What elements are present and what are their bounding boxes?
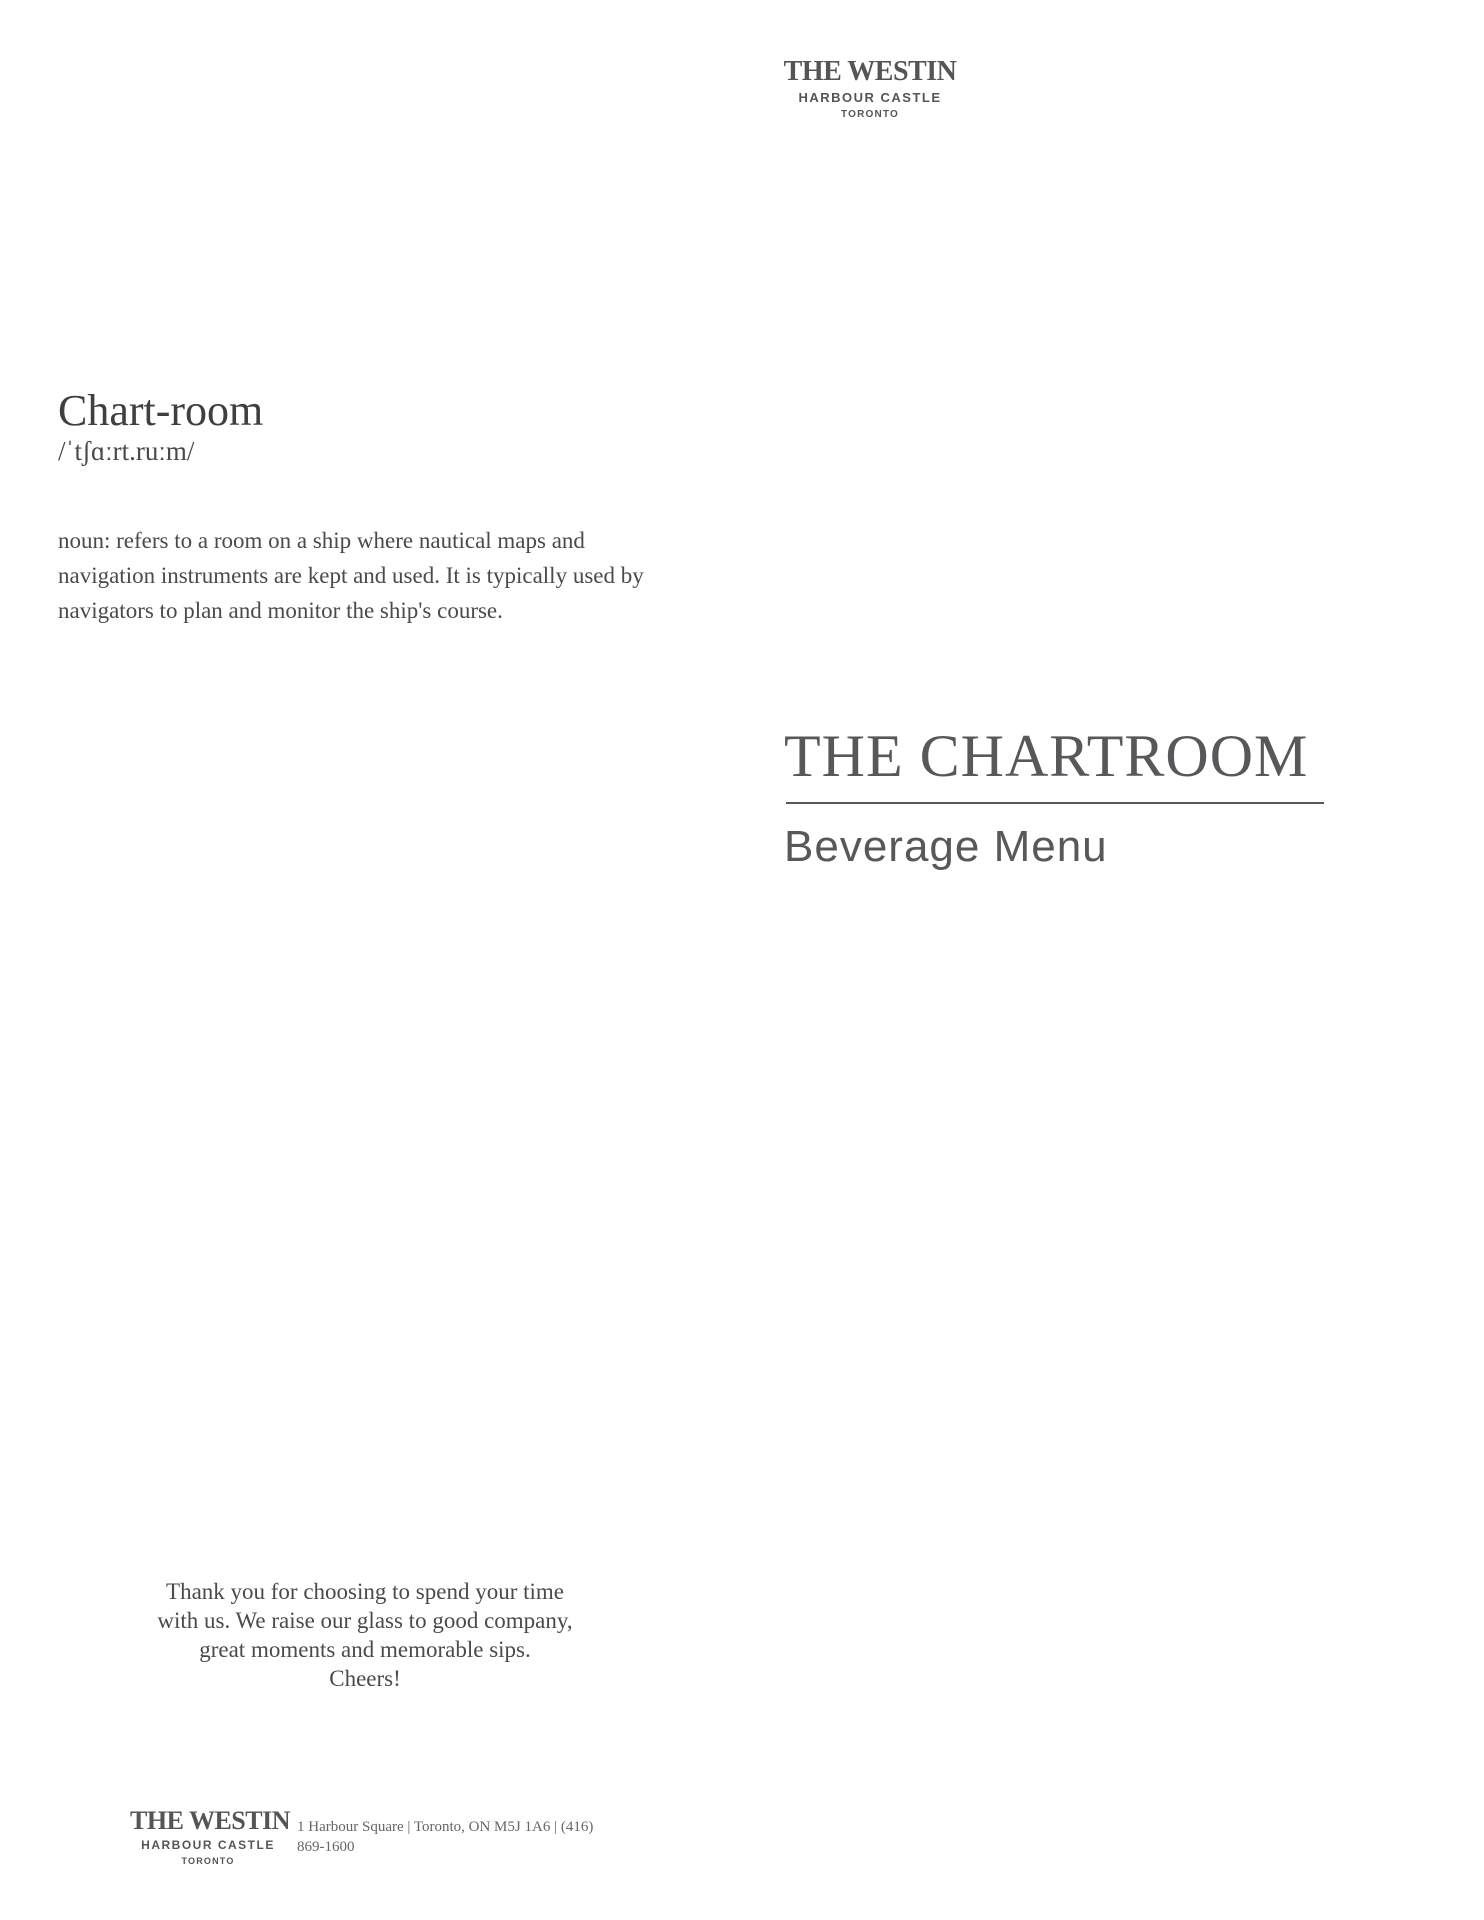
menu-subtitle: Beverage Menu [784, 822, 1108, 871]
logo-city: TORONTO [840, 109, 900, 120]
thank-you-line: Thank you for choosing to spend your time [166, 1579, 564, 1604]
logo-brand: THE WESTIN [130, 1806, 290, 1835]
thank-you-line: with us. We raise our glass to good company, [157, 1608, 573, 1633]
thank-you-line: great moments and memorable sips. [199, 1637, 531, 1662]
logo-subtitle: HARBOUR CASTLE [798, 90, 942, 105]
definition-pronunciation: /ˈtʃɑːrt.ruːm/ [58, 436, 195, 466]
menu-title: THE CHARTROOM [784, 723, 1309, 789]
westin-logo-footer [130, 1806, 290, 1866]
title-divider [786, 802, 1324, 804]
logo-subtitle: HARBOUR CASTLE [141, 1838, 275, 1852]
westin-logo-top [780, 58, 960, 120]
definition-text: noun: refers to a room on a ship where nautical maps and navigation instruments are kept and used. It is typically used by navigators to plan and monitor the ship's course. [58, 528, 644, 623]
footer-address: 1 Harbour Square | Toronto, ON M5J 1A6 | (416) 869-1600 [297, 1819, 594, 1855]
thank-you-message [100, 1577, 630, 1693]
thank-you-line: Cheers! [329, 1666, 401, 1691]
logo-brand: THE WESTIN [783, 56, 957, 87]
definition-term: Chart-room [58, 386, 264, 435]
logo-city: TORONTO [181, 1856, 235, 1866]
